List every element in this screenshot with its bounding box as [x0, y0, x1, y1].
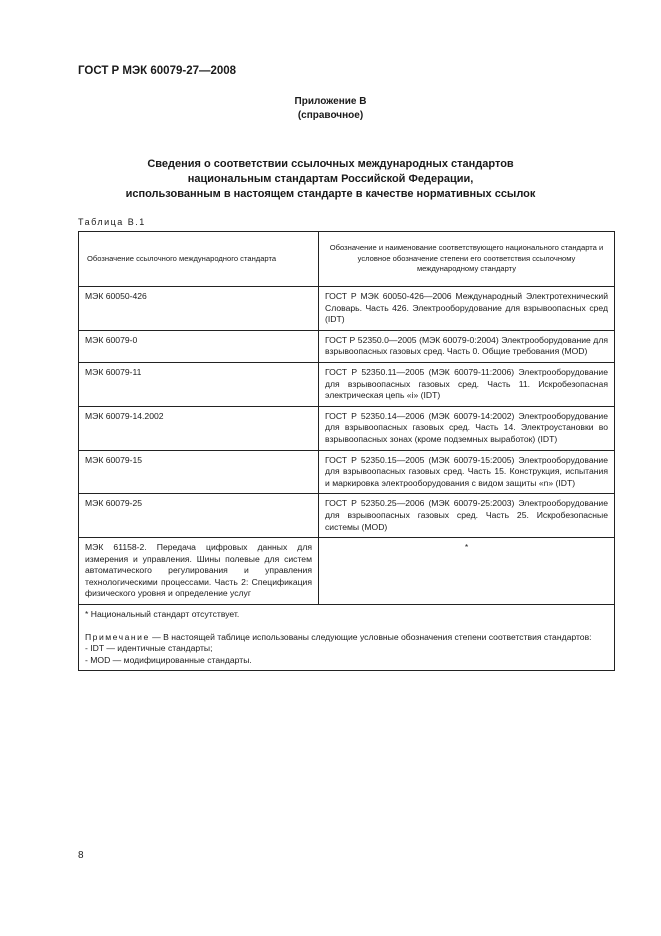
- intl-standard-cell: МЭК 60050-426: [79, 287, 319, 331]
- table-footer-row: [79, 605, 615, 671]
- table-row: [79, 287, 615, 331]
- document-header: ГОСТ Р МЭК 60079-27—2008: [78, 65, 237, 77]
- footnote: * Национальный стандарт отсутствует.: [85, 609, 240, 620]
- note-item: - MOD — модифицированные стандарты.: [85, 654, 252, 665]
- note-text: — В настоящей таблице использованы следующие условные обозначения степени соответствия стандартов:: [152, 631, 592, 642]
- appendix-title: Приложение В: [294, 96, 367, 107]
- national-standard-cell: ГОСТ Р 52350.15—2005 (МЭК 60079-15:2005) Электрооборудование для взрывоопасных газовых сред. Часть 15. Конструкция, испытания и маркировка электрооборудования с видом защиты «n» (IDT): [319, 450, 615, 494]
- intl-standard-cell: МЭК 61158-2. Передача цифровых данных для измерения и управления. Шины полевые для систем автоматического регулирования и управления технологическими процессами. Часть 2: Спецификация физического уровня и определение услуг: [79, 538, 319, 605]
- title-line: использованным в настоящем стандарте в качестве нормативных ссылок: [125, 188, 536, 200]
- table-row: [79, 494, 615, 538]
- national-standard-cell: ГОСТ Р 52350.25—2006 (МЭК 60079-25:2003) Электрооборудование для взрывоопасных газовых сред. Часть 25. Искробезопасные системы (MOD): [319, 494, 615, 538]
- national-standard-cell: ГОСТ Р МЭК 60050-426—2006 Международный Электротехнический Словарь. Часть 426. Электрооборудование для взрывоопасных сред (IDT): [319, 287, 615, 331]
- table-header-row: [79, 232, 615, 287]
- national-standard-cell: ГОСТ Р 52350.14—2006 (МЭК 60079-14:2002) Электрооборудование для взрывоопасных газовых сред. Часть 14. Электроустановки во взрывоопасных зонах (кроме подземных выработок) (IDT): [319, 406, 615, 450]
- title-line: национальным стандартам Российской Федерации,: [187, 173, 474, 185]
- national-standard-cell: ГОСТ Р 52350.0—2005 (МЭК 60079-0:2004) Электрооборудование для взрывоопасных газовых сред. Часть 0. Общие требования (MOD): [319, 330, 615, 362]
- note: [85, 632, 608, 644]
- intl-standard-cell: МЭК 60079-15: [79, 450, 319, 494]
- table-row: [79, 406, 615, 450]
- table-row: [79, 362, 615, 406]
- appendix-heading: [0, 95, 661, 123]
- national-standard-cell: ГОСТ Р 52350.11—2005 (МЭК 60079-11:2006) Электрооборудование для взрывоопасных газовых сред. Часть 11. Искробезопасная электрическая цепь «i» (IDT): [319, 362, 615, 406]
- column-header-national: Обозначение и наименование соответствующего национального стандарта и условное обозначение степени его соответствия ссылочному международному стандарту: [319, 232, 615, 287]
- title-line: Сведения о соответствии ссылочных международных стандартов: [147, 158, 514, 170]
- table-row: [79, 330, 615, 362]
- page-number: 8: [78, 850, 84, 861]
- intl-standard-cell: МЭК 60079-14.2002: [79, 406, 319, 450]
- table-footer: [79, 605, 615, 671]
- intl-standard-cell: МЭК 60079-11: [79, 362, 319, 406]
- intl-standard-cell: МЭК 60079-25: [79, 494, 319, 538]
- table-row: [79, 450, 615, 494]
- intl-standard-cell: МЭК 60079-0: [79, 330, 319, 362]
- note-item: - IDT — идентичные стандарты;: [85, 643, 213, 654]
- national-standard-cell: *: [319, 538, 615, 605]
- standards-table: [78, 231, 615, 671]
- note-label: Примечание: [85, 631, 150, 642]
- table-row: [79, 538, 615, 605]
- appendix-subtitle: (справочное): [297, 110, 364, 121]
- section-title: [40, 157, 621, 202]
- table-label: Таблица В.1: [78, 217, 146, 227]
- column-header-international: Обозначение ссылочного международного стандарта: [79, 232, 319, 287]
